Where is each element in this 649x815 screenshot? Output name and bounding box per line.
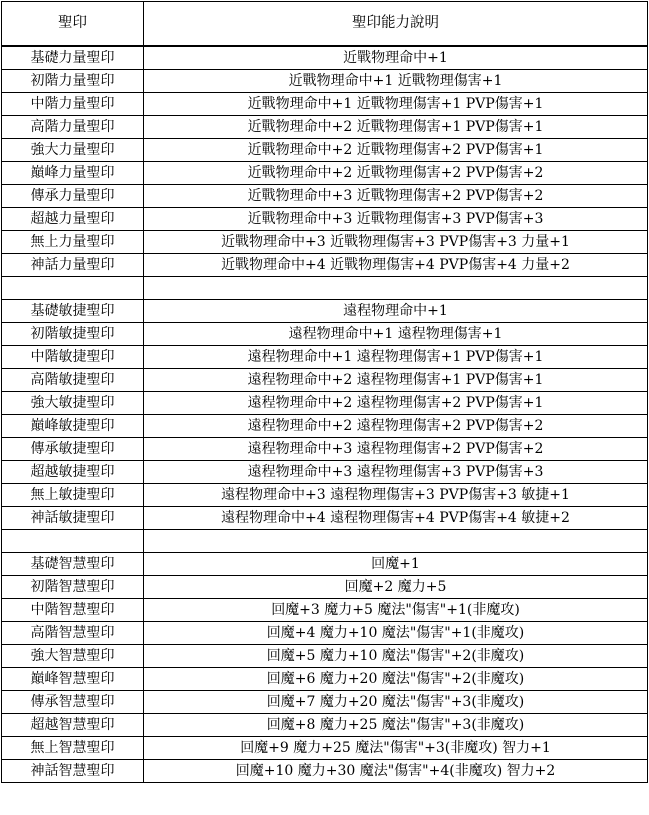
header-seal: 聖印 bbox=[2, 2, 144, 47]
seal-description-cell: 近戰物理命中+3 近戰物理傷害+3 PVP傷害+3 bbox=[144, 208, 648, 231]
seal-name-cell: 高階智慧聖印 bbox=[2, 622, 144, 645]
table-row bbox=[2, 231, 648, 254]
table-row bbox=[2, 461, 648, 484]
seal-description-cell: 遠程物理命中+3 遠程物理傷害+2 PVP傷害+2 bbox=[144, 438, 648, 461]
seal-description-cell: 近戰物理命中+3 近戰物理傷害+2 PVP傷害+2 bbox=[144, 185, 648, 208]
seal-description-cell: 近戰物理命中+2 近戰物理傷害+2 PVP傷害+2 bbox=[144, 162, 648, 185]
table-row bbox=[2, 323, 648, 346]
seal-name-cell: 初階敏捷聖印 bbox=[2, 323, 144, 346]
seal-name-cell: 強大敏捷聖印 bbox=[2, 392, 144, 415]
table-row bbox=[2, 70, 648, 93]
seal-name-cell: 中階力量聖印 bbox=[2, 93, 144, 116]
seal-description-cell: 遠程物理命中+1 遠程物理傷害+1 PVP傷害+1 bbox=[144, 346, 648, 369]
group-separator-row bbox=[2, 277, 648, 300]
seal-name-cell: 超越力量聖印 bbox=[2, 208, 144, 231]
empty-cell bbox=[2, 277, 144, 300]
table-row bbox=[2, 438, 648, 461]
seal-description-cell: 遠程物理命中+3 遠程物理傷害+3 PVP傷害+3 bbox=[144, 461, 648, 484]
seal-name-cell: 傳承敏捷聖印 bbox=[2, 438, 144, 461]
table-row bbox=[2, 300, 648, 323]
seal-description-cell: 遠程物理命中+1 bbox=[144, 300, 648, 323]
seal-description-cell: 近戰物理命中+1 近戰物理傷害+1 PVP傷害+1 bbox=[144, 93, 648, 116]
group-separator-row bbox=[2, 530, 648, 553]
seal-name-cell: 巔峰力量聖印 bbox=[2, 162, 144, 185]
seal-description-cell: 回魔+7 魔力+20 魔法"傷害"+3(非魔攻) bbox=[144, 691, 648, 714]
seal-table bbox=[1, 1, 648, 783]
seal-name-cell: 超越敏捷聖印 bbox=[2, 461, 144, 484]
seal-description-cell: 遠程物理命中+2 遠程物理傷害+2 PVP傷害+1 bbox=[144, 392, 648, 415]
table-row bbox=[2, 415, 648, 438]
seal-name-cell: 神話力量聖印 bbox=[2, 254, 144, 277]
table-row bbox=[2, 254, 648, 277]
table-row bbox=[2, 645, 648, 668]
table-row bbox=[2, 185, 648, 208]
empty-cell bbox=[144, 530, 648, 553]
table-row bbox=[2, 737, 648, 760]
seal-name-cell: 基礎力量聖印 bbox=[2, 46, 144, 70]
table-row bbox=[2, 162, 648, 185]
seal-name-cell: 高階力量聖印 bbox=[2, 116, 144, 139]
table-row bbox=[2, 576, 648, 599]
table-row bbox=[2, 484, 648, 507]
table-row bbox=[2, 622, 648, 645]
seal-description-cell: 回魔+2 魔力+5 bbox=[144, 576, 648, 599]
seal-description-cell: 回魔+1 bbox=[144, 553, 648, 576]
table-row bbox=[2, 691, 648, 714]
table-body bbox=[2, 46, 648, 783]
seal-description-cell: 近戰物理命中+2 近戰物理傷害+2 PVP傷害+1 bbox=[144, 139, 648, 162]
seal-description-cell: 近戰物理命中+3 近戰物理傷害+3 PVP傷害+3 力量+1 bbox=[144, 231, 648, 254]
seal-name-cell: 無上敏捷聖印 bbox=[2, 484, 144, 507]
seal-description-cell: 遠程物理命中+3 遠程物理傷害+3 PVP傷害+3 敏捷+1 bbox=[144, 484, 648, 507]
seal-description-cell: 遠程物理命中+4 遠程物理傷害+4 PVP傷害+4 敏捷+2 bbox=[144, 507, 648, 530]
header-description: 聖印能力說明 bbox=[144, 2, 648, 47]
seal-name-cell: 強大力量聖印 bbox=[2, 139, 144, 162]
seal-name-cell: 初階力量聖印 bbox=[2, 70, 144, 93]
seal-description-cell: 回魔+9 魔力+25 魔法"傷害"+3(非魔攻) 智力+1 bbox=[144, 737, 648, 760]
seal-description-cell: 遠程物理命中+2 遠程物理傷害+1 PVP傷害+1 bbox=[144, 369, 648, 392]
table-row bbox=[2, 668, 648, 691]
table-row bbox=[2, 93, 648, 116]
seal-description-cell: 回魔+8 魔力+25 魔法"傷害"+3(非魔攻) bbox=[144, 714, 648, 737]
table-row bbox=[2, 553, 648, 576]
table-row bbox=[2, 369, 648, 392]
seal-name-cell: 無上力量聖印 bbox=[2, 231, 144, 254]
seal-description-cell: 回魔+3 魔力+5 魔法"傷害"+1(非魔攻) bbox=[144, 599, 648, 622]
seal-description-cell: 遠程物理命中+2 遠程物理傷害+2 PVP傷害+2 bbox=[144, 415, 648, 438]
seal-name-cell: 高階敏捷聖印 bbox=[2, 369, 144, 392]
table-row bbox=[2, 392, 648, 415]
seal-name-cell: 超越智慧聖印 bbox=[2, 714, 144, 737]
seal-description-cell: 回魔+4 魔力+10 魔法"傷害"+1(非魔攻) bbox=[144, 622, 648, 645]
seal-name-cell: 巔峰智慧聖印 bbox=[2, 668, 144, 691]
seal-name-cell: 強大智慧聖印 bbox=[2, 645, 144, 668]
seal-name-cell: 基礎智慧聖印 bbox=[2, 553, 144, 576]
empty-cell bbox=[2, 530, 144, 553]
seal-name-cell: 巔峰敏捷聖印 bbox=[2, 415, 144, 438]
seal-description-cell: 回魔+10 魔力+30 魔法"傷害"+4(非魔攻) 智力+2 bbox=[144, 760, 648, 783]
table-row bbox=[2, 208, 648, 231]
empty-cell bbox=[144, 277, 648, 300]
header-row bbox=[2, 2, 648, 47]
table-row bbox=[2, 346, 648, 369]
seal-name-cell: 中階敏捷聖印 bbox=[2, 346, 144, 369]
table-row bbox=[2, 46, 648, 70]
table-row bbox=[2, 507, 648, 530]
seal-name-cell: 基礎敏捷聖印 bbox=[2, 300, 144, 323]
table-row bbox=[2, 139, 648, 162]
seal-description-cell: 近戰物理命中+2 近戰物理傷害+1 PVP傷害+1 bbox=[144, 116, 648, 139]
seal-name-cell: 傳承力量聖印 bbox=[2, 185, 144, 208]
table-row bbox=[2, 760, 648, 783]
seal-description-cell: 遠程物理命中+1 遠程物理傷害+1 bbox=[144, 323, 648, 346]
seal-description-cell: 近戰物理命中+4 近戰物理傷害+4 PVP傷害+4 力量+2 bbox=[144, 254, 648, 277]
table-row bbox=[2, 599, 648, 622]
table-row bbox=[2, 116, 648, 139]
seal-name-cell: 中階智慧聖印 bbox=[2, 599, 144, 622]
seal-name-cell: 神話敏捷聖印 bbox=[2, 507, 144, 530]
seal-name-cell: 無上智慧聖印 bbox=[2, 737, 144, 760]
seal-description-cell: 近戰物理命中+1 bbox=[144, 46, 648, 70]
seal-description-cell: 近戰物理命中+1 近戰物理傷害+1 bbox=[144, 70, 648, 93]
seal-name-cell: 初階智慧聖印 bbox=[2, 576, 144, 599]
seal-description-cell: 回魔+5 魔力+10 魔法"傷害"+2(非魔攻) bbox=[144, 645, 648, 668]
seal-description-cell: 回魔+6 魔力+20 魔法"傷害"+2(非魔攻) bbox=[144, 668, 648, 691]
seal-name-cell: 神話智慧聖印 bbox=[2, 760, 144, 783]
seal-name-cell: 傳承智慧聖印 bbox=[2, 691, 144, 714]
table-row bbox=[2, 714, 648, 737]
